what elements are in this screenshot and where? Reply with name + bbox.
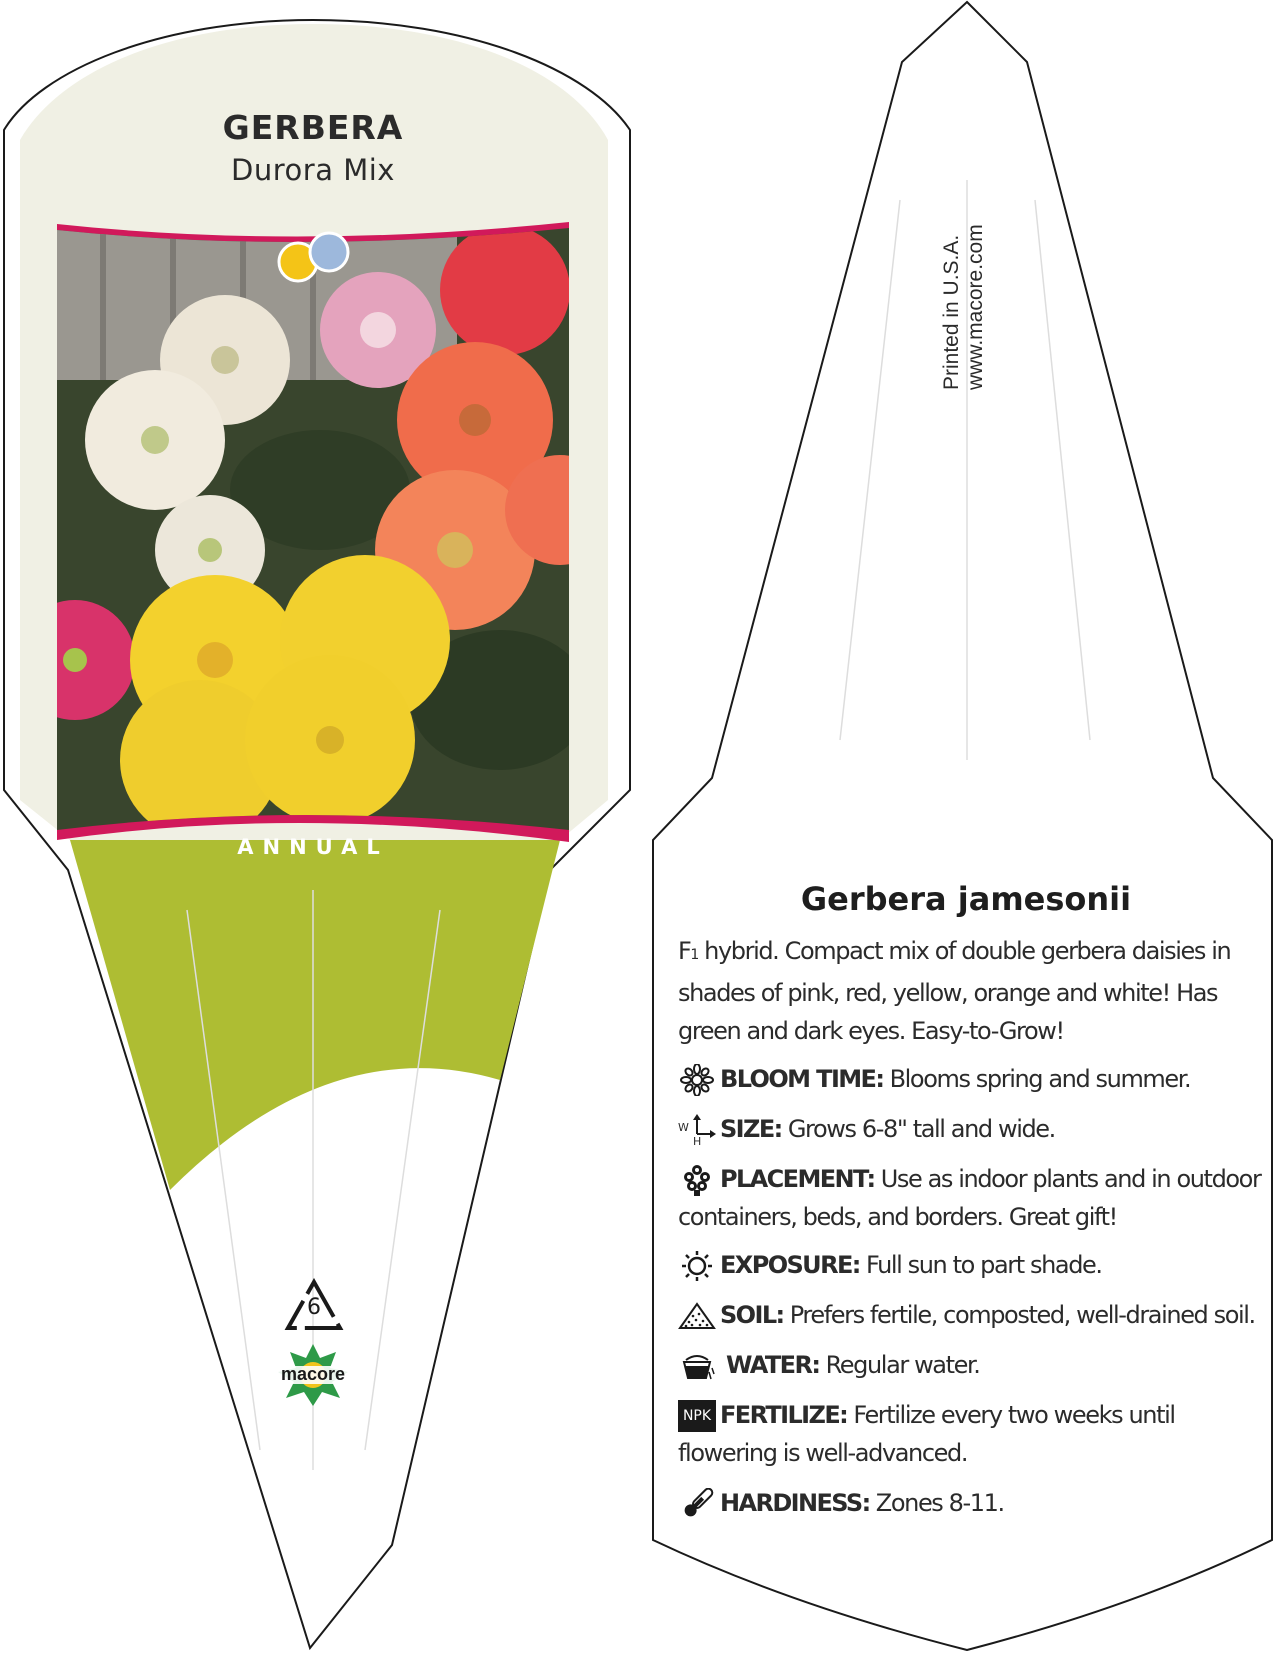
sun-icon bbox=[678, 1250, 716, 1282]
care-row-placement bbox=[678, 1160, 1268, 1236]
variety-name: Durora Mix bbox=[231, 153, 395, 187]
desc-sub: 1 bbox=[690, 947, 698, 963]
care-text: Blooms spring and summer. bbox=[883, 1065, 1191, 1093]
logo-text: macore bbox=[280, 1364, 346, 1384]
plant-name: GERBERA bbox=[222, 108, 404, 147]
website-label: www.macore.com bbox=[964, 224, 987, 390]
recycle-number: 6 bbox=[307, 1295, 321, 1320]
flower-photo bbox=[15, 220, 615, 840]
care-label: EXPOSURE: bbox=[720, 1251, 860, 1279]
care-row-water bbox=[678, 1346, 1258, 1384]
care-text: Full sun to part shade. bbox=[859, 1251, 1102, 1279]
placement-icon bbox=[678, 1164, 716, 1196]
flower-icon bbox=[678, 1064, 716, 1096]
care-text: Use as indoor plants and in outdoor containers, beds, and borders. Great gift! bbox=[678, 1165, 1261, 1231]
care-text: Grows 6-8" tall and wide. bbox=[781, 1115, 1055, 1143]
npk-icon: NPK bbox=[678, 1400, 716, 1432]
watering-can-icon bbox=[678, 1350, 716, 1382]
size-h-label: H bbox=[693, 1135, 702, 1148]
soil-icon bbox=[678, 1300, 716, 1332]
latin-name: Gerbera jamesonii bbox=[800, 880, 1132, 918]
printed-info bbox=[940, 30, 1000, 390]
care-row-fertilize bbox=[678, 1396, 1198, 1472]
category-label: ANNUAL bbox=[237, 835, 389, 859]
care-label: FERTILIZE: bbox=[720, 1401, 848, 1429]
care-text: Zones 8-11. bbox=[869, 1489, 1004, 1517]
macore-logo bbox=[270, 1342, 356, 1408]
size-icon bbox=[678, 1114, 716, 1146]
care-row-size bbox=[678, 1110, 1258, 1148]
care-row-hardiness bbox=[678, 1484, 1258, 1522]
desc-prefix: F bbox=[678, 937, 691, 965]
care-label: PLACEMENT: bbox=[720, 1165, 875, 1193]
care-row-bloom bbox=[678, 1060, 1258, 1098]
printed-in-label: Printed in U.S.A. bbox=[940, 234, 963, 390]
recycle-icon bbox=[283, 1278, 345, 1334]
description bbox=[678, 932, 1238, 1050]
size-w-label: W bbox=[678, 1121, 689, 1134]
care-text: Fertilize every two weeks until flowering is well-advanced. bbox=[678, 1401, 1175, 1467]
care-row-soil bbox=[678, 1296, 1277, 1334]
care-label: SOIL: bbox=[720, 1301, 784, 1329]
care-text: Regular water. bbox=[819, 1351, 980, 1379]
thermometer-icon bbox=[678, 1488, 716, 1520]
care-label: BLOOM TIME: bbox=[720, 1065, 884, 1093]
care-label: WATER: bbox=[726, 1351, 820, 1379]
desc-text: hybrid. Compact mix of double gerbera daisies in shades of pink, red, yellow, orange and white! Has green and dark eyes. Easy-to-Grow! bbox=[678, 937, 1231, 1045]
care-label: HARDINESS: bbox=[720, 1489, 870, 1517]
care-row-exposure bbox=[678, 1246, 1258, 1284]
care-label: SIZE: bbox=[720, 1115, 782, 1143]
care-text: Prefers fertile, composted, well-drained soil. bbox=[783, 1301, 1255, 1329]
